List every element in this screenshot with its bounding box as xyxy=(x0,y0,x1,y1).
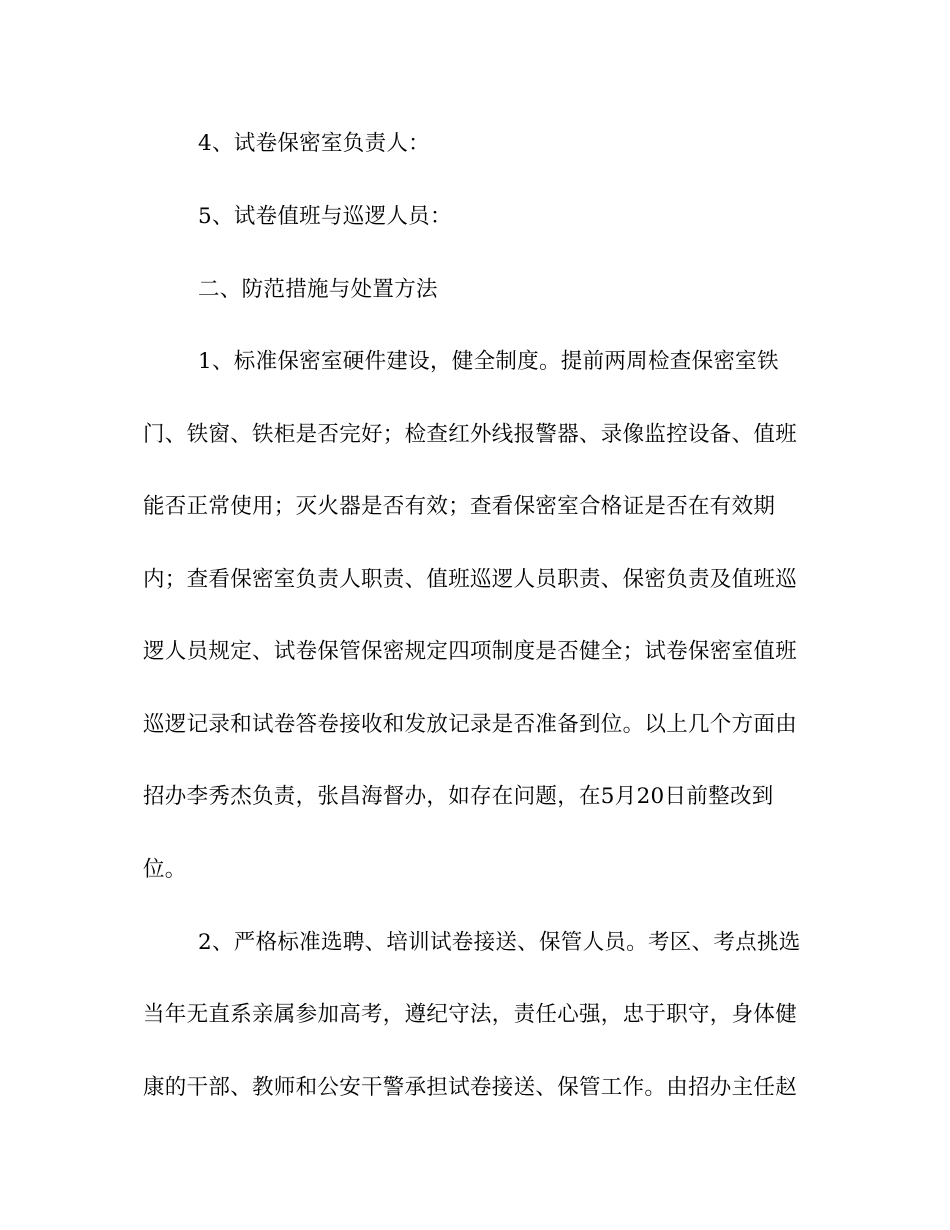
text-line: 内；查看保密室负责人职责、值班巡逻人员职责、保密负责及值班巡 xyxy=(143,567,798,592)
text-line: 当年无直系亲属参加高考，遵纪守法，责任心强，忠于职守，身体健 xyxy=(143,1002,798,1027)
text-line: 康的干部、教师和公安干警承担试卷接送、保管工作。由招办主任赵 xyxy=(143,1075,798,1100)
text-line: 2、严格标准选聘、培训试卷接送、保管人员。考区、考点挑选 xyxy=(198,930,801,955)
text-line: 招办李秀杰负责，张昌海督办，如存在问题，在5月20日前整改到 xyxy=(143,784,774,809)
section-heading: 二、防范措施与处置方法 xyxy=(198,277,438,302)
text-line: 5、试卷值班与巡逻人员： xyxy=(198,204,452,229)
text-line: 逻人员规定、试卷保管保密规定四项制度是否健全；试卷保密室值班 xyxy=(143,639,798,664)
text-line: 位。 xyxy=(143,857,187,882)
text-line: 1、标准保密室硬件建设，健全制度。提前两周检查保密室铁 xyxy=(198,349,779,374)
text-line: 巡逻记录和试卷答卷接收和发放记录是否准备到位。以上几个方面由 xyxy=(143,712,798,737)
text-line: 能否正常使用；灭火器是否有效；查看保密室合格证是否在有效期 xyxy=(143,494,776,519)
text-line: 门、铁窗、铁柜是否完好；检查红外线报警器、录像监控设备、值班 xyxy=(143,422,798,447)
text-line: 4、试卷保密室负责人： xyxy=(198,131,430,156)
